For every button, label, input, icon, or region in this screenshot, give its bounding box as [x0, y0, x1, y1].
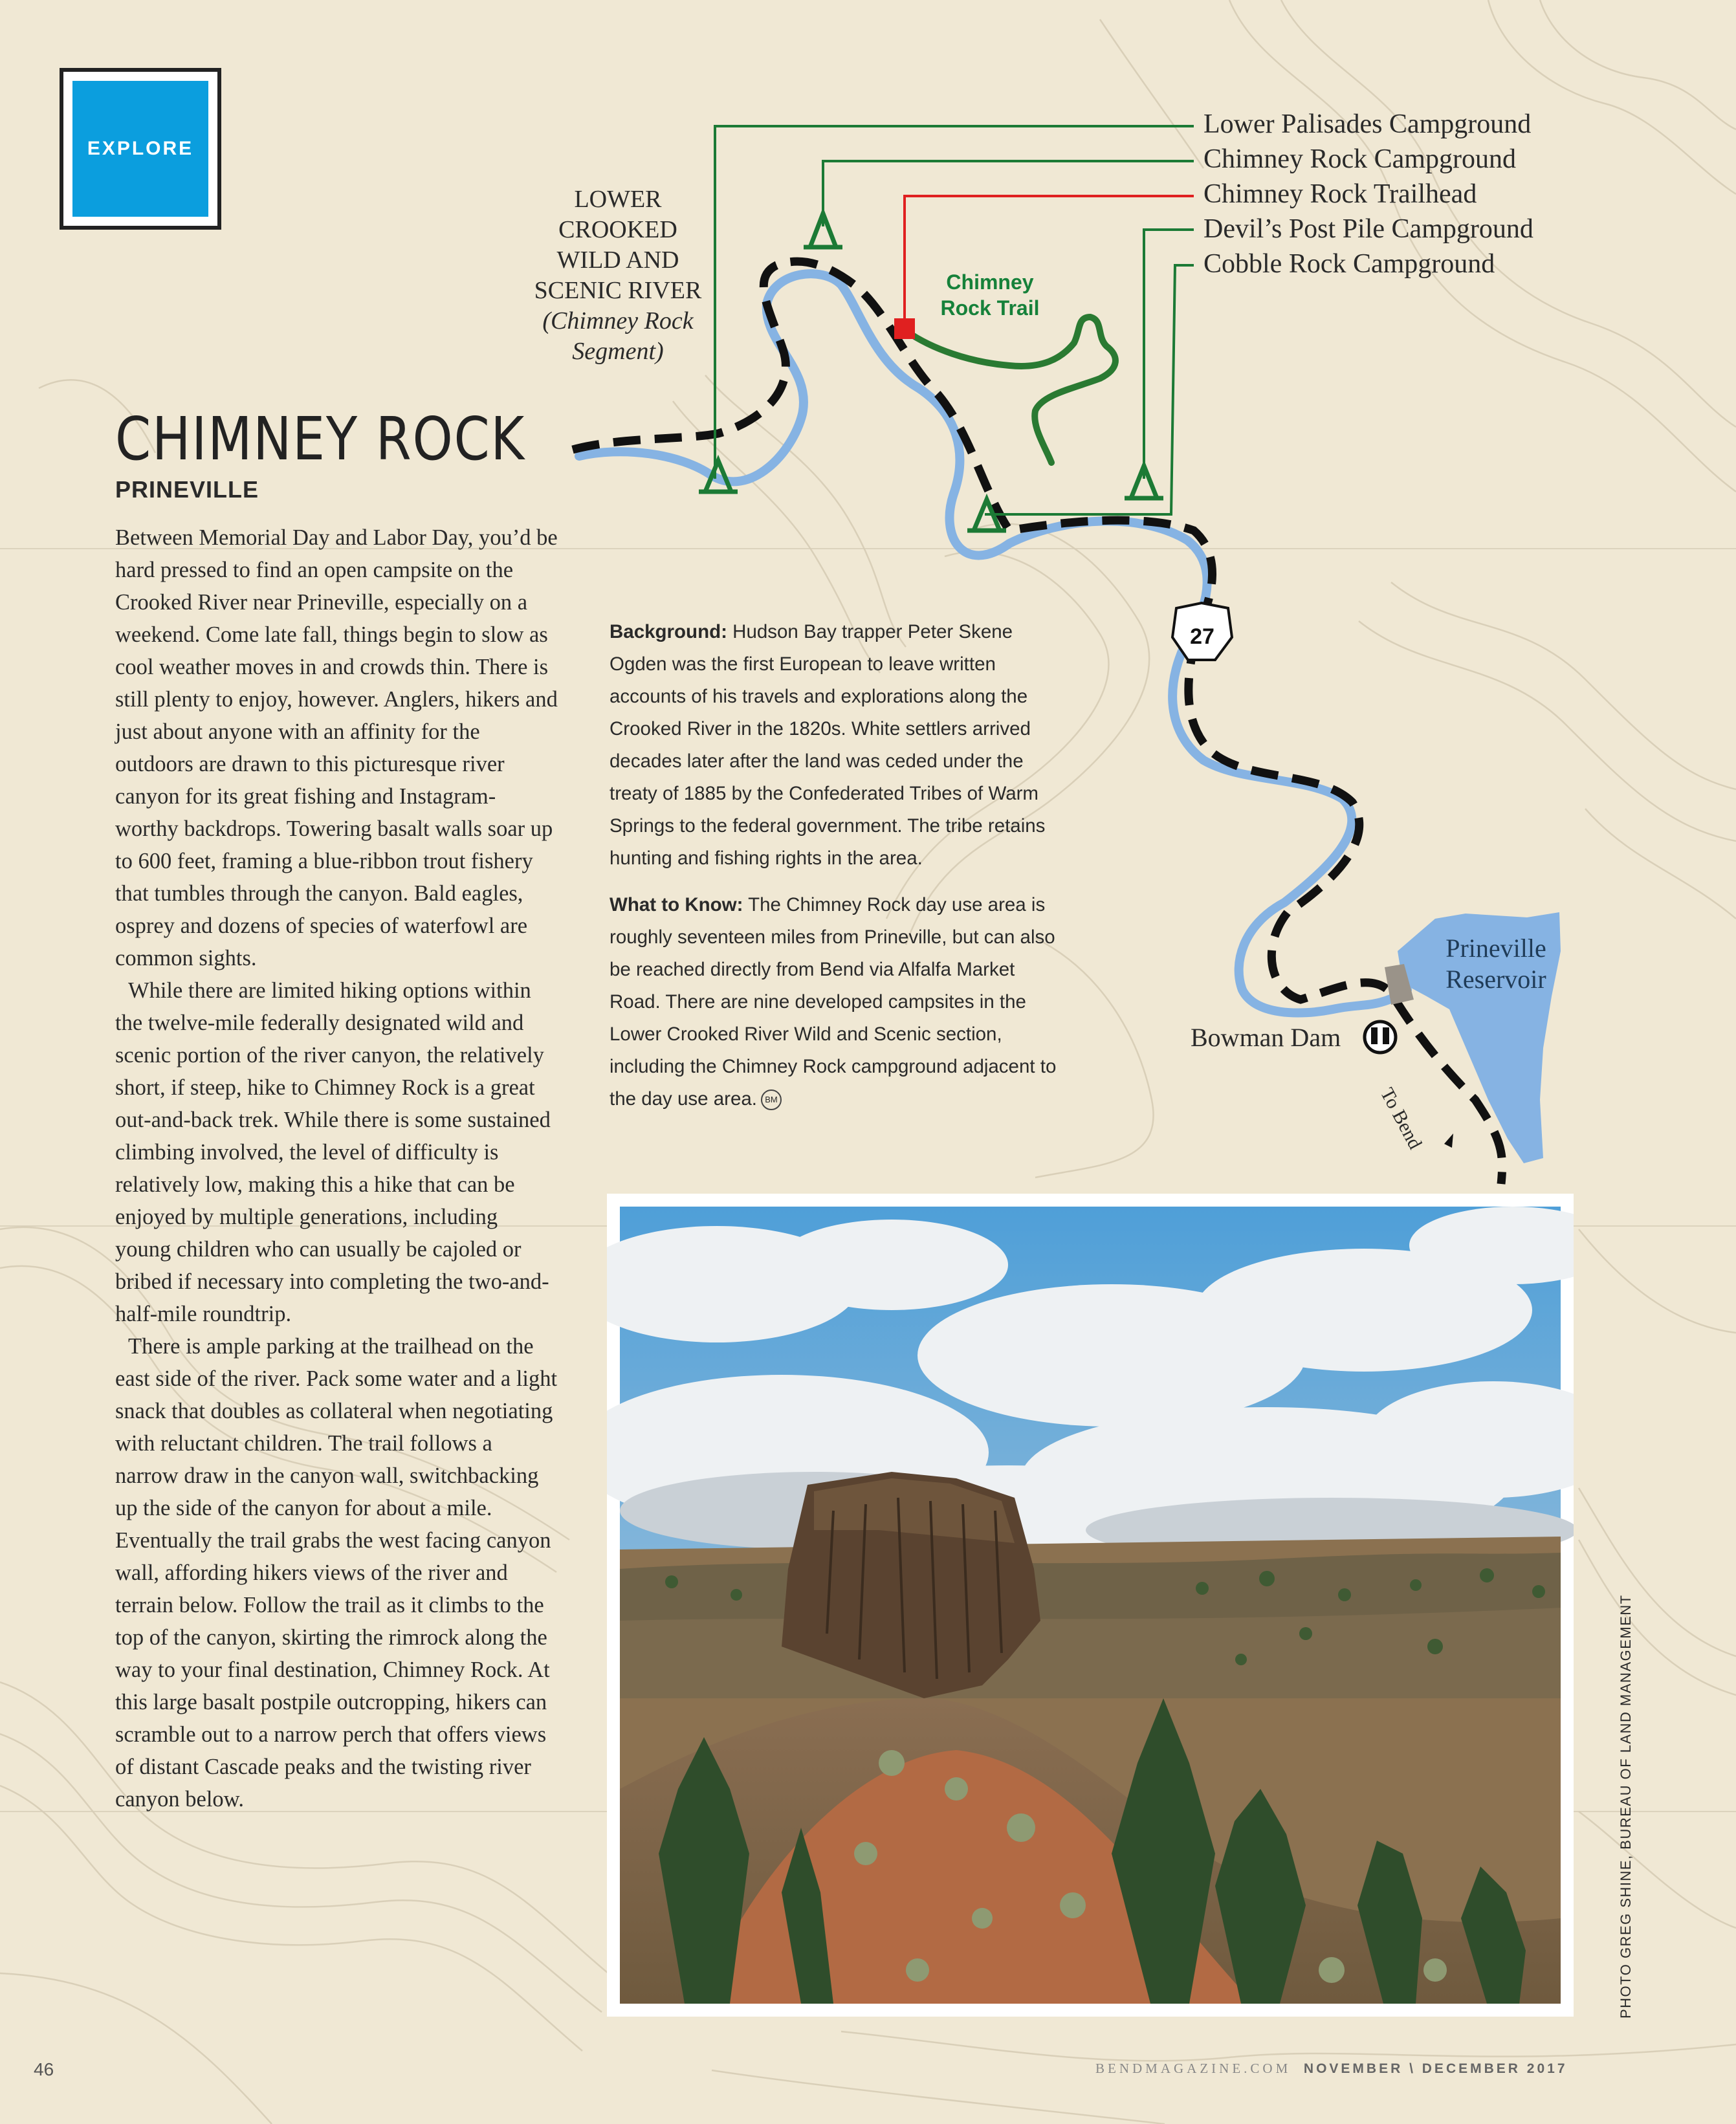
reservoir-label-line: Prineville — [1445, 934, 1546, 963]
article-subtitle: PRINEVILLE — [115, 476, 259, 503]
river-label-line: WILD AND — [556, 246, 679, 274]
trailhead-marker — [894, 318, 915, 339]
legend-lower-palisades: Lower Palisades Campground — [1203, 109, 1532, 139]
chimney-rock-photo — [607, 1194, 1574, 2017]
background-heading: Background: — [610, 621, 727, 642]
dam-icon — [1365, 1022, 1396, 1053]
article-title: CHIMNEY ROCK — [115, 404, 526, 474]
river-segment-line: Segment) — [572, 338, 664, 365]
legend-chimney-rock-trailhead: Chimney Rock Trailhead — [1203, 179, 1477, 209]
page-number: 46 — [34, 2059, 54, 2079]
campground-icon — [1125, 466, 1163, 498]
legend-chimney-rock-campground: Chimney Rock Campground — [1203, 144, 1516, 174]
background-section — [610, 616, 1062, 875]
footer-issue: NOVEMBER \ DECEMBER 2017 — [1303, 2061, 1568, 2076]
footer — [1095, 2061, 1568, 2077]
legend-devils-post-pile: Devil’s Post Pile Campground — [1203, 214, 1533, 244]
chimney-rock-trail — [905, 317, 1115, 463]
what-to-know-text: The Chimney Rock day use area is roughly seventeen miles from Prineville, but can also be reached directly from Bend via Alfalfa Market Road. There are nine developed campsites in the Lower Crooked River Wild and Scenic section, including the Chimney Rock campground adjacent to the day use area. — [610, 894, 1057, 1110]
river-label-line: CROOKED — [558, 216, 677, 243]
reservoir-label — [1431, 933, 1561, 995]
river-label-line: SCENIC RIVER — [534, 277, 702, 304]
info-sidebar — [610, 616, 1062, 1130]
background-text: Hudson Bay trapper Peter Skene Ogden was the first European to leave written accounts of his travels and explorations along the Crooked River in the 1820s. White settlers arrived decades later after the land was ceded under the treaty of 1885 by the Confederated Tribes of Warm Springs to the federal government. The tribe retains hunting and fishing rights in the area. — [610, 621, 1046, 869]
trail-label-line: Rock Trail — [940, 296, 1040, 320]
river-label-line: LOWER — [574, 186, 662, 213]
trail-label — [919, 269, 1061, 321]
body-paragraph: Between Memorial Day and Labor Day, you’d be hard pressed to find an open campsite on the Crooked River near Prineville, especially on a weekend. Come late fall, things begin to slow as cool weather moves in and crowds thin. There is still plenty to enjoy, however. Anglers, hikers and just about anyone with an affinity for the outdoors are drawn to this picturesque river canyon for its great fishing and Instagram-worthy backdrops. Towering basalt walls soar up to 600 feet, framing a blue-ribbon trout fishery that tumbles through the canyon. Bald eagles, osprey and dozens of species of waterfowl are common sights. — [115, 525, 558, 970]
body-paragraph: There is ample parking at the trailhead on the east side of the river. Pack some water and a light snack that doubles as collateral when negotiating with reluctant children. The trail follows a narrow draw in the canyon wall, switchbacking up the side of the canyon for about a mile. Eventually the trail grabs the west facing canyon wall, affording hikers views of the river and terrain below. Follow the trail as it climbs to the top of the canyon, skirting the rimrock along the way to your final destination, Chimney Rock. At this large basalt postpile outcropping, hikers can scramble out to a narrow perch that offers views of distant Cascade peaks and the twisting river canyon below. — [115, 1334, 558, 1812]
trail-label-line: Chimney — [946, 270, 1034, 294]
section-badge — [60, 68, 221, 230]
what-to-know-heading: What to Know: — [610, 894, 743, 915]
article-body — [115, 521, 558, 1815]
body-paragraph: While there are limited hiking options within the twelve-mile federally designated wild and scenic portion of the river canyon, the relatively short, if steep, hike to Chimney Rock is a great out-and-back trek. While there is some sustained climbing involved, the level of difficulty is relatively low, making this a hike that can be enjoyed by multiple generations, including young children who can usually be cajoled or bribed if necessary into completing the two-and-half-mile roundtrip. — [115, 978, 551, 1326]
what-to-know-section — [610, 889, 1062, 1115]
reservoir-label-line: Reservoir — [1445, 965, 1546, 994]
end-mark-icon: BM — [761, 1089, 782, 1110]
to-bend-arrow-icon — [1444, 1133, 1453, 1148]
section-label: EXPLORE — [72, 81, 208, 217]
river-segment-line: (Chimney Rock — [542, 307, 694, 334]
river-label — [518, 184, 718, 367]
legend-cobble-rock: Cobble Rock Campground — [1203, 249, 1495, 279]
photo-credit: PHOTO GREG SHINE, BUREAU OF LAND MANAGEMENT — [1618, 1594, 1634, 2019]
chimney-rock-photo-frame — [607, 1194, 1574, 2017]
dam-label: Bowman Dam — [1191, 1023, 1341, 1052]
campground-icon — [804, 213, 842, 247]
to-bend-label: To Bend — [1376, 1084, 1426, 1153]
footer-site: BENDMAGAZINE.COM — [1095, 2061, 1291, 2076]
highway-number: 27 — [1190, 624, 1214, 649]
